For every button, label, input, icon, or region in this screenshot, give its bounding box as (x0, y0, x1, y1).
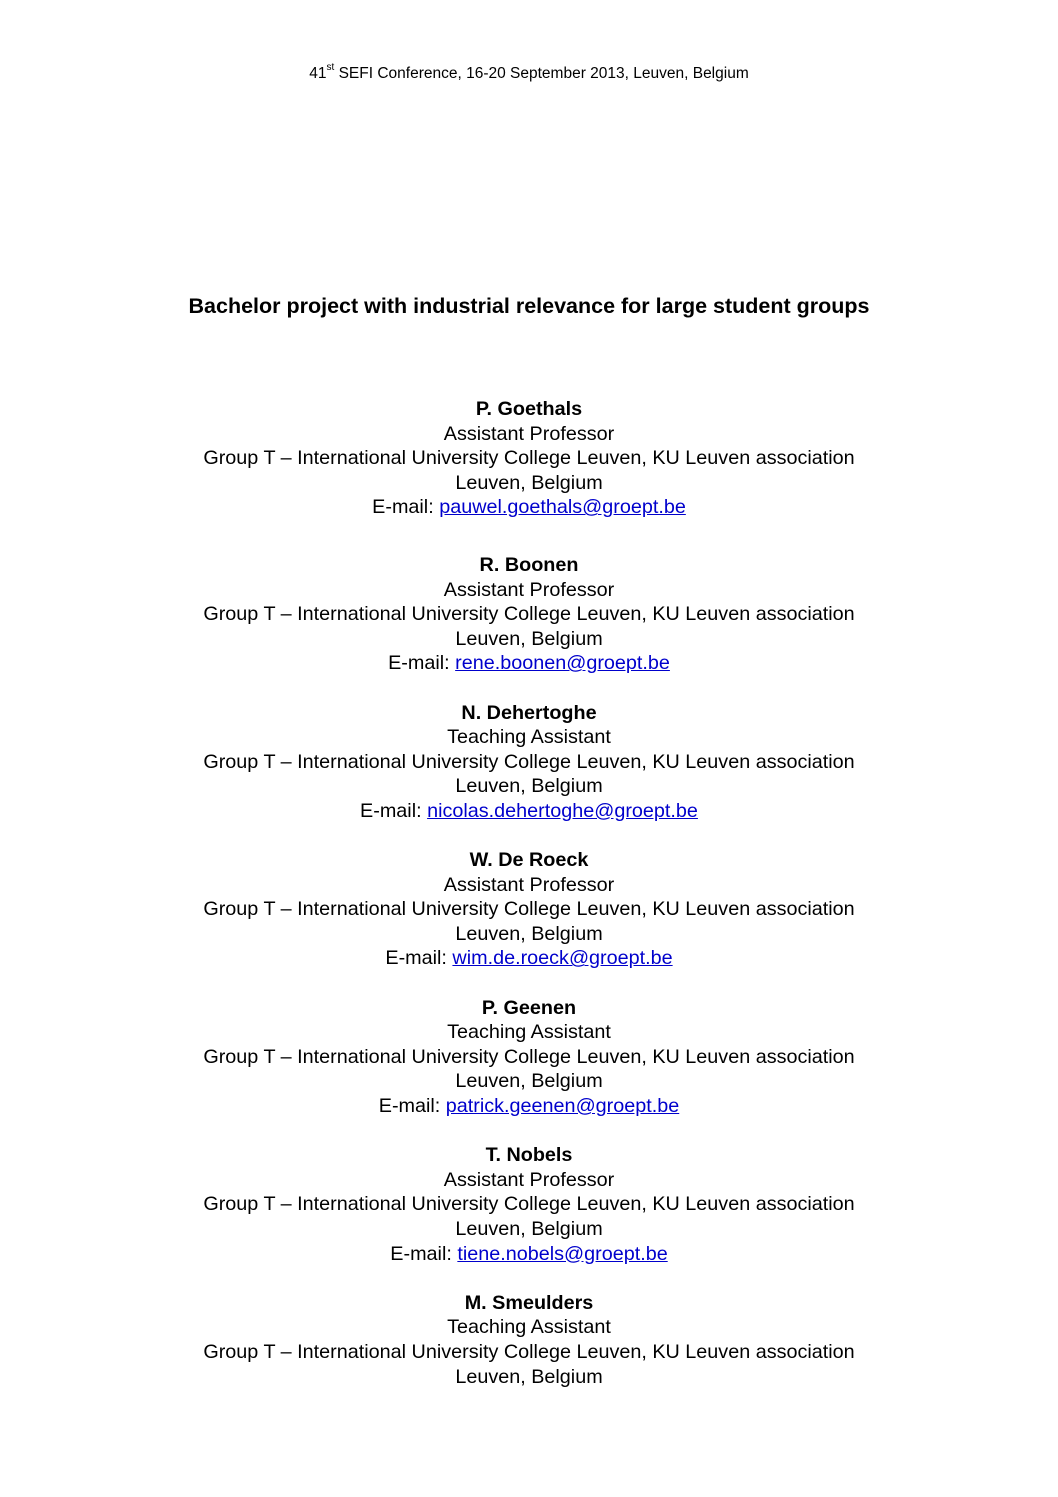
email-label: E-mail: (385, 947, 453, 970)
author-email-line (0, 495, 1058, 520)
email-label: E-mail: (390, 1242, 458, 1265)
email-label: E-mail: (360, 799, 428, 822)
paper-title: Bachelor project with industrial relevance for large student groups (188, 294, 870, 318)
author-location: Leuven, Belgium (455, 471, 603, 494)
author-block (0, 996, 1058, 1119)
email-link[interactable]: nicolas.dehertoghe@groept.be (427, 799, 698, 822)
header-number: 41 (309, 65, 327, 83)
header-text: SEFI Conference, 16-20 September 2013, Leuven, Belgium (334, 65, 749, 83)
author-name: M. Smeulders (464, 1291, 594, 1314)
author-block (0, 701, 1058, 824)
author-location: Leuven, Belgium (455, 1218, 603, 1240)
author-name: N. Dehertoghe (461, 701, 597, 724)
author-role: Assistant Professor (443, 578, 615, 601)
author-location: Leuven, Belgium (455, 627, 603, 650)
author-name: R. Boonen (479, 553, 579, 576)
author-role: Assistant Professor (443, 1168, 615, 1191)
author-email-line (0, 799, 1058, 824)
running-header (0, 64, 1058, 83)
author-block (0, 397, 1058, 520)
author-location: Leuven, Belgium (455, 1070, 603, 1093)
author-block (0, 848, 1058, 971)
author-affiliation: Group T – International University College Leuven, KU Leuven association (203, 603, 855, 626)
author-email-line (0, 946, 1058, 971)
author-role: Assistant Professor (443, 422, 615, 445)
email-label: E-mail: (372, 496, 440, 519)
email-label: E-mail: (388, 652, 456, 675)
header-ordinal: st (326, 62, 335, 73)
author-affiliation: Group T – International University College Leuven, KU Leuven association (203, 447, 855, 470)
author-affiliation: Group T – International University College Leuven, KU Leuven association (203, 1340, 855, 1363)
author-email-line (0, 651, 1058, 676)
author-affiliation: Group T – International University College Leuven, KU Leuven association (203, 750, 855, 773)
author-location: Leuven, Belgium (455, 922, 603, 945)
email-link[interactable]: tiene.nobels@groept.be (457, 1242, 668, 1265)
author-role: Teaching Assistant (447, 726, 611, 749)
author-block (0, 1143, 1058, 1266)
author-block (0, 1291, 1058, 1389)
author-location: Leuven, Belgium (455, 1365, 603, 1388)
author-name: W. De Roeck (469, 849, 589, 872)
author-role: Teaching Assistant (447, 1021, 611, 1044)
author-affiliation: Group T – International University College Leuven, KU Leuven association (203, 898, 855, 921)
author-email-line (0, 1242, 1058, 1267)
author-name: T. Nobels (485, 1144, 573, 1167)
email-link[interactable]: pauwel.goethals@groept.be (439, 496, 686, 519)
email-label: E-mail: (378, 1095, 446, 1118)
author-role: Teaching Assistant (447, 1316, 611, 1339)
author-block (0, 553, 1058, 676)
author-email-line (0, 1094, 1058, 1119)
email-link[interactable]: patrick.geenen@groept.be (445, 1095, 680, 1118)
author-affiliation: Group T – International University College Leuven, KU Leuven association (203, 1193, 855, 1216)
email-link[interactable]: rene.boonen@groept.be (455, 652, 670, 675)
author-name: P. Goethals (475, 398, 583, 420)
author-role: Assistant Professor (443, 873, 615, 896)
author-affiliation: Group T – International University College Leuven, KU Leuven association (203, 1045, 855, 1068)
email-link[interactable]: wim.de.roeck@groept.be (452, 947, 673, 970)
author-list (0, 397, 1058, 1414)
author-name: P. Geenen (481, 996, 577, 1019)
author-location: Leuven, Belgium (455, 775, 603, 798)
